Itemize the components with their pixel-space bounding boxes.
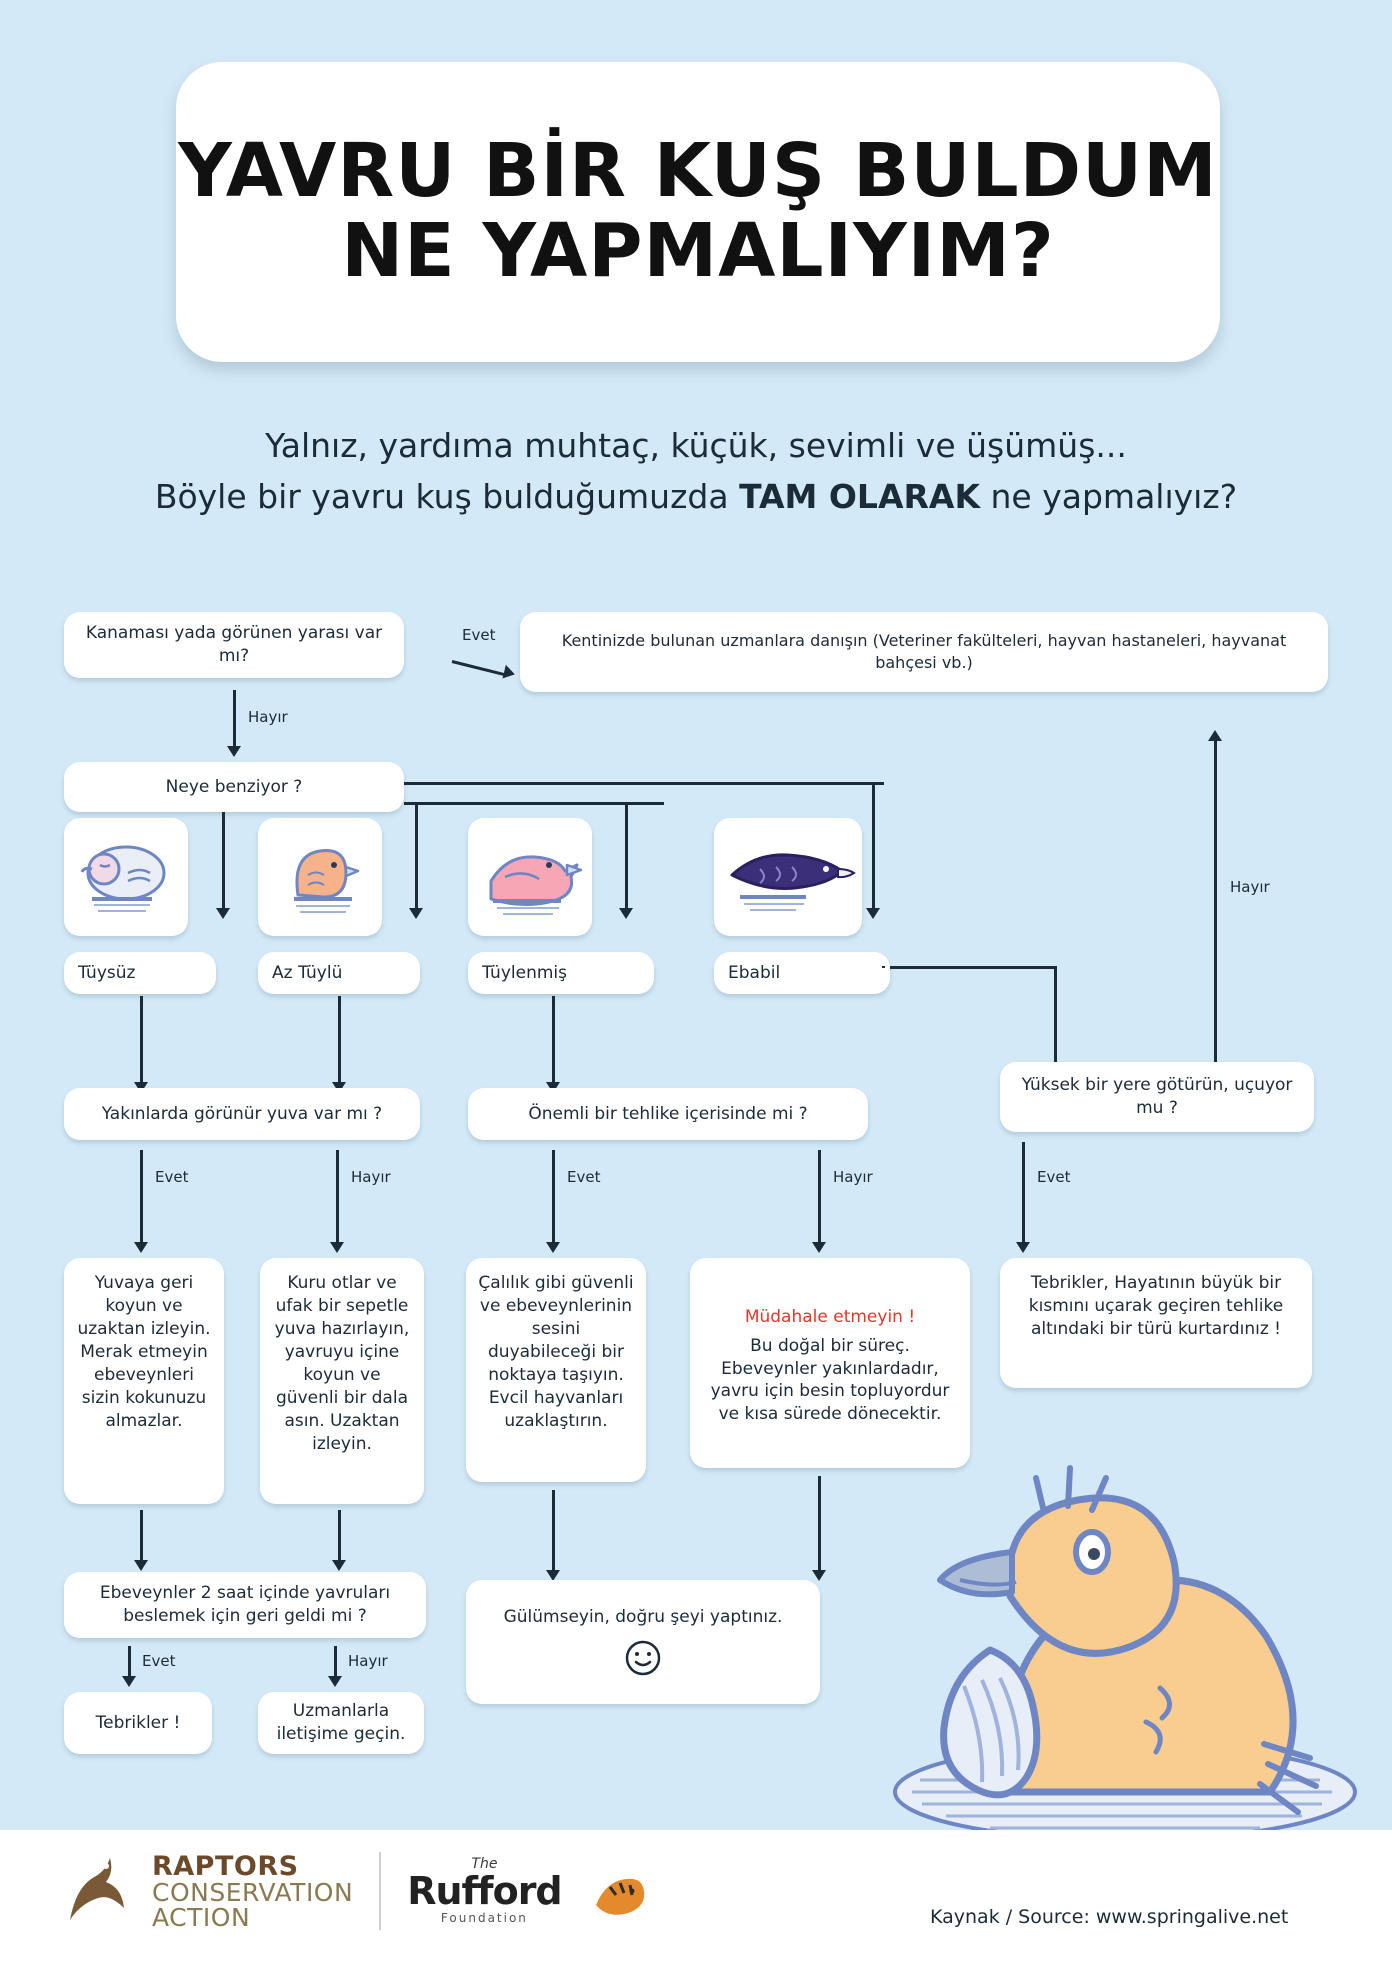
node-high-place[interactable]: Yüksek bir yere götürün, uçuyor mu ? [1000, 1062, 1314, 1132]
big-bird-illustration [860, 1400, 1360, 1850]
edge-bleeding-yes-arrow [502, 665, 516, 681]
edge-label-bleeding-no: Hayır [248, 708, 288, 726]
edge-high-yes-line [1022, 1142, 1025, 1244]
node-experts[interactable]: Kentinizde bulunan uzmanlara danışın (Veteriner fakülteleri, hayvan hastaneleri, hayvanat bahçesi vb.) [520, 612, 1328, 692]
edge-label-parents-no: Hayır [348, 1652, 388, 1670]
node-make-nest-text: Kuru otlar ve ufak bir sepetle yuva hazırlayın, yavruyu içine koyun ve güvenli bir dala asın. Uzaktan izleyin. [274, 1273, 410, 1454]
edge-swift-right [890, 966, 1056, 969]
rufford-name: Rufford [407, 1869, 562, 1914]
raptor-bird-logo-icon [60, 1852, 126, 1930]
drop-featherless-arrow [216, 908, 230, 919]
edge-high-yes-arrow [1016, 1242, 1030, 1253]
rufford-the: The [471, 1856, 498, 1873]
subtitle [60, 420, 1332, 522]
drop-fewfeathers-arrow [409, 908, 423, 919]
few-feathers-chick-icon [264, 829, 376, 925]
thumb-few-feathers [258, 818, 382, 936]
footer-logos [60, 1852, 648, 1930]
node-move-to-bush[interactable] [466, 1258, 646, 1482]
drop-featherless [222, 812, 225, 910]
edge-label-danger-yes: Evet [567, 1168, 601, 1186]
edge-backnest-arrow [134, 1560, 148, 1571]
title-card [176, 62, 1220, 362]
node-bleeding[interactable]: Kanaması yada görünen yarası var mı? [64, 612, 404, 678]
node-congrats-long-text: Tebrikler, Hayatının büyük bir kısmını uçarak geçiren tehlike altındaki bir türü kurtardınız ! [1028, 1273, 1284, 1339]
subtitle-line-1: Yalnız, yardıma muhtaç, küçük, sevimli ve üşümüş... [265, 426, 1127, 465]
edge-swift-no-line [1214, 740, 1217, 1062]
edge-swift-down [1054, 966, 1057, 1066]
source-text: Kaynak / Source: www.springalive.net [930, 1906, 1289, 1928]
edge-danger-no-arrow [812, 1242, 826, 1253]
node-type-few-feathers[interactable]: Az Tüylü [258, 952, 420, 994]
node-back-to-nest-text: Yuvaya geri koyun ve uzaktan izleyin. Merak etmeyin ebeveynleri sizin kokunuzu almazlar. [77, 1273, 211, 1431]
baby-bird-drawing-icon [860, 1400, 1360, 1850]
node-move-to-bush-text: Çalılık gibi güvenli ve ebeveynlerinin sesini duyabileceği bir noktaya taşıyın. Evcil hayvanları uzaklaştırın. [478, 1273, 634, 1431]
footer-divider [379, 1852, 381, 1930]
edge-fewfeathers-down [338, 996, 341, 1084]
edge-bleeding-no-line [233, 690, 236, 748]
rufford-foundation: Foundation [440, 1910, 528, 1925]
edge-label-parents-yes: Evet [142, 1652, 176, 1670]
smiley-icon [623, 1638, 663, 1678]
node-type-swift[interactable]: Ebabil [714, 952, 890, 994]
node-do-not-intervene-title: Müdahale etmeyin ! [744, 1306, 916, 1327]
edge-label-danger-no: Hayır [833, 1168, 873, 1186]
edge-danger-yes-arrow [546, 1242, 560, 1253]
edge-nest-yes-line [140, 1150, 143, 1244]
rufford-wordmark [407, 1857, 561, 1924]
subtitle-line-2 [60, 471, 1332, 522]
edge-label-high-yes: Evet [1037, 1168, 1071, 1186]
edge-makenest-down [338, 1510, 341, 1562]
thumb-swift [714, 818, 862, 936]
node-looks-like[interactable]: Neye benziyor ? [64, 762, 404, 812]
node-type-feathered[interactable]: Tüylenmiş [468, 952, 654, 994]
edge-nest-yes-arrow [134, 1242, 148, 1253]
edge-nointervene-down [818, 1476, 821, 1572]
drop-feathered-arrow [619, 908, 633, 919]
node-nest-visible[interactable]: Yakınlarda görünür yuva var mı ? [64, 1088, 420, 1140]
drop-fewfeathers [415, 802, 418, 910]
node-parents-returned[interactable]: Ebeveynler 2 saat içinde yavruları beslemek için geri geldi mi ? [64, 1572, 426, 1638]
edge-nest-no-arrow [330, 1242, 344, 1253]
edge-nest-no-line [336, 1150, 339, 1244]
node-type-featherless[interactable]: Tüysüz [64, 952, 216, 994]
node-back-to-nest[interactable] [64, 1258, 224, 1504]
drop-feathered [625, 802, 628, 910]
node-contact-experts[interactable]: Uzmanlarla iletişime geçin. [258, 1692, 424, 1754]
raptors-wordmark [152, 1850, 354, 1932]
bus-line-top [404, 782, 884, 785]
swift-bird-icon [720, 829, 856, 925]
feathered-fledgling-icon [471, 829, 589, 925]
edge-parents-no-arrow [328, 1676, 342, 1687]
edge-bush-down [552, 1490, 555, 1572]
edge-label-nest-no: Hayır [351, 1168, 391, 1186]
edge-makenest-arrow [332, 1560, 346, 1571]
drop-swift-arrow [866, 908, 880, 919]
edge-feathered-down [552, 996, 555, 1084]
edge-label-bleeding-yes: Evet [462, 626, 496, 644]
edge-swift-no-arrow [1208, 730, 1222, 741]
edge-parents-no-line [334, 1646, 337, 1678]
raptors-line-2: CONSERVATION [152, 1877, 354, 1907]
edge-backnest-down [140, 1510, 143, 1562]
raptors-line-1: RAPTORS [152, 1850, 299, 1882]
subtitle-line-2-pre: Böyle bir yavru kuş bulduğumuzda [154, 477, 740, 517]
raptors-line-3: ACTION [152, 1902, 251, 1932]
thumb-featherless [64, 818, 188, 936]
edge-bleeding-yes-line [452, 660, 507, 676]
title-line-2: NE YAPMALIYIM? [341, 208, 1055, 294]
title-line-1: YAVRU BİR KUŞ BULDUM [178, 128, 1218, 215]
featherless-chick-icon [70, 829, 182, 925]
node-smile[interactable] [466, 1580, 820, 1704]
node-congrats[interactable]: Tebrikler ! [64, 1692, 212, 1754]
tiger-logo-icon [588, 1861, 648, 1921]
node-in-danger[interactable]: Önemli bir tehlike içerisinde mi ? [468, 1088, 868, 1140]
node-smile-text: Gülümseyin, doğru şeyi yaptınız. [503, 1606, 783, 1627]
edge-danger-no-line [818, 1150, 821, 1244]
node-congrats-long[interactable] [1000, 1258, 1312, 1388]
edge-parents-yes-line [128, 1646, 131, 1678]
edge-swift-stub [882, 966, 885, 968]
subtitle-emphasis: TAM OLARAK [739, 477, 981, 517]
edge-featherless-down [140, 996, 143, 1084]
edge-danger-yes-line [552, 1150, 555, 1244]
drop-swift [872, 782, 875, 910]
node-do-not-intervene-body: Bu doğal bir süreç. Ebeveynler yakınlardadır, yavru için besin topluyordur ve kısa sürede dönecektir. [710, 1335, 950, 1425]
thumb-feathered [468, 818, 592, 936]
edge-bleeding-no-arrow [227, 746, 241, 757]
edge-label-swift-no: Hayır [1230, 878, 1270, 896]
edge-nointervene-arrow [812, 1570, 826, 1581]
edge-parents-yes-arrow [122, 1676, 136, 1687]
node-make-nest[interactable] [260, 1258, 424, 1504]
subtitle-line-2-post: ne yapmalıyız? [980, 477, 1238, 517]
edge-label-nest-yes: Evet [155, 1168, 189, 1186]
